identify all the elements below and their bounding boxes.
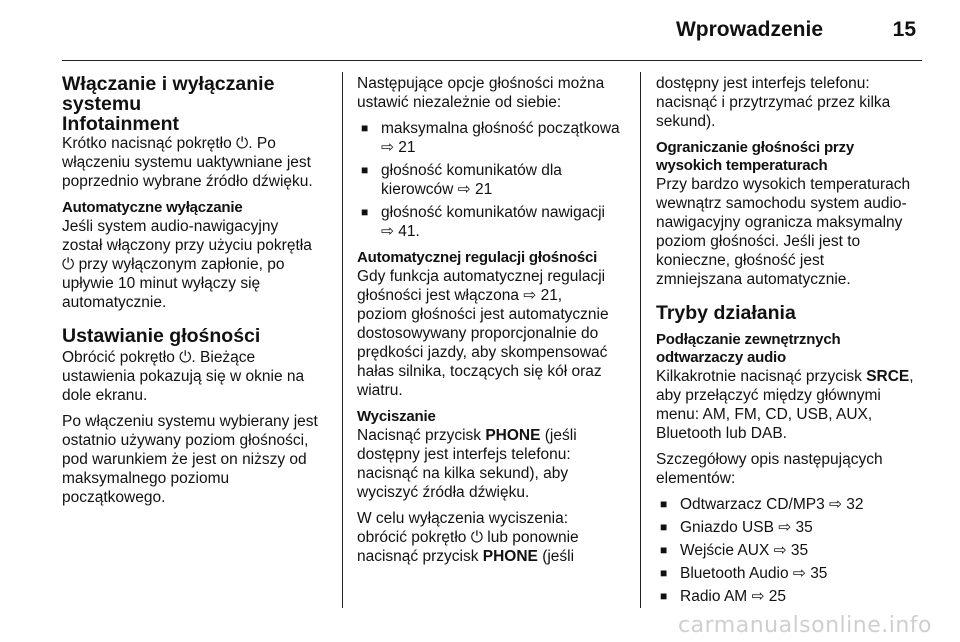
list-item: ■ Radio AM ⇨ 25 bbox=[656, 587, 936, 606]
heading-mute: Wyciszanie bbox=[357, 408, 436, 425]
watermark: carmanualsonline.info bbox=[678, 613, 932, 638]
heading-operating-modes: Tryby działania bbox=[656, 302, 796, 324]
column-divider-2 bbox=[640, 72, 641, 608]
phone-button-label: PHONE bbox=[485, 427, 541, 444]
text-run: (jeśli dostępny jest interfejs telefonu: nacisnąć na kilka sekund), aby wyciszyć źródła dźwięku. bbox=[357, 427, 577, 501]
heading-external-players: Podłączanie zewnętrznych odtwarzaczy audio bbox=[656, 331, 841, 366]
column-1 bbox=[62, 74, 332, 514]
paragraph-system-power: Krótko nacisnąć pokrętło ⏻. Po włączeniu systemu uaktywniane jest poprzednio wybrane źródło dźwięku. bbox=[62, 135, 313, 190]
text-run: W celu wyłączenia wyciszenia: obrócić pokrętło ⏻ lub ponownie nacisnąć przycisk bbox=[357, 510, 579, 565]
column-divider-1 bbox=[342, 72, 343, 608]
paragraph-temperature-limit: Przy bardzo wysokich temperaturach wewnątrz samochodu system audio- nawigacyjny ogranicza maksymalny poziom głośności. Jeśli jest to konieczne, głośność jest zmniejszana automatycznie. bbox=[656, 176, 911, 288]
list-item: ■ Bluetooth Audio ⇨ 35 bbox=[656, 564, 936, 583]
paragraph-volume-2: Po włączeniu systemu wybierany jest ostatnio używany poziom głośności, pod warunkiem że jest on niższy od maksymalnego poziomu początkowego. bbox=[62, 413, 318, 506]
list-item: ■ głośność komunikatów nawigacji ⇨ 41. bbox=[357, 203, 629, 241]
list-item: ■ Gniazdo USB ⇨ 35 bbox=[656, 518, 936, 537]
paragraph-volume-1: Obrócić pokrętło ⏻. Bieżące ustawienia pokazują się w oknie na dole ekranu. bbox=[62, 349, 305, 404]
paragraph-volume-options: Następujące opcje głośności można ustawić niezależnie od siebie: bbox=[357, 75, 605, 111]
text-run: Kilkakrotnie nacisnąć przycisk bbox=[656, 368, 867, 385]
sources-list bbox=[656, 495, 936, 606]
text-run: Nacisnąć przycisk bbox=[357, 427, 486, 444]
list-item: ■ Odtwarzacz CD/MP3 ⇨ 32 bbox=[656, 495, 936, 514]
paragraph-external-players bbox=[656, 367, 936, 443]
paragraph-continued: dostępny jest interfejs telefonu: nacisnąć i przytrzymać przez kilka sekund). bbox=[656, 75, 891, 130]
text-run: (jeśli bbox=[537, 548, 575, 565]
volume-options-list bbox=[357, 119, 629, 241]
column-2 bbox=[357, 74, 629, 573]
paragraph-auto-volume: Gdy funkcja automatycznej regulacji głośności jest włączona ⇨ 21, poziom głośności jest automatycznie dostosowywany proporcjonalnie do prędkości jazdy, aby skompensować hałas silnika, toczących się kół oraz wiatru. bbox=[357, 268, 609, 399]
chapter-title: Wprowadzenie bbox=[675, 18, 823, 41]
srce-button-label: SRCE bbox=[866, 368, 910, 385]
list-item: ■ głośność komunikatów dla kierowców ⇨ 21 bbox=[357, 161, 629, 199]
paragraph-mute-1 bbox=[357, 426, 629, 502]
heading-volume: Ustawianie głośności bbox=[62, 325, 261, 347]
page-number: 15 bbox=[892, 18, 916, 41]
heading-system-power: Włączanie i wyłączanie systemu Infotainment bbox=[62, 73, 275, 135]
list-item: ■ maksymalna głośność początkowa ⇨ 21 bbox=[357, 119, 629, 157]
heading-auto-off: Automatyczne wyłączanie bbox=[62, 199, 243, 216]
phone-button-label: PHONE bbox=[482, 548, 538, 565]
paragraph-mute-2 bbox=[357, 509, 629, 566]
heading-temperature-limit: Ograniczanie głośności przy wysokich temperaturach bbox=[656, 139, 854, 174]
heading-auto-volume: Automatycznej regulacji głośności bbox=[357, 249, 598, 266]
text-run: , aby przełączyć między głównymi menu: AM, FM, CD, USB, AUX, Bluetooth lub DAB. bbox=[656, 368, 914, 442]
column-3 bbox=[656, 74, 936, 613]
list-item: ■ Wejście AUX ⇨ 35 bbox=[656, 541, 936, 560]
paragraph-details: Szczegółowy opis następujących elementów: bbox=[656, 451, 883, 487]
paragraph-auto-off: Jeśli system audio-nawigacyjny został włączony przy użyciu pokrętła ⏻ przy wyłączonym zapłonie, po upływie 10 minut wyłączy się automatycznie. bbox=[62, 218, 312, 311]
header-divider bbox=[62, 60, 922, 61]
